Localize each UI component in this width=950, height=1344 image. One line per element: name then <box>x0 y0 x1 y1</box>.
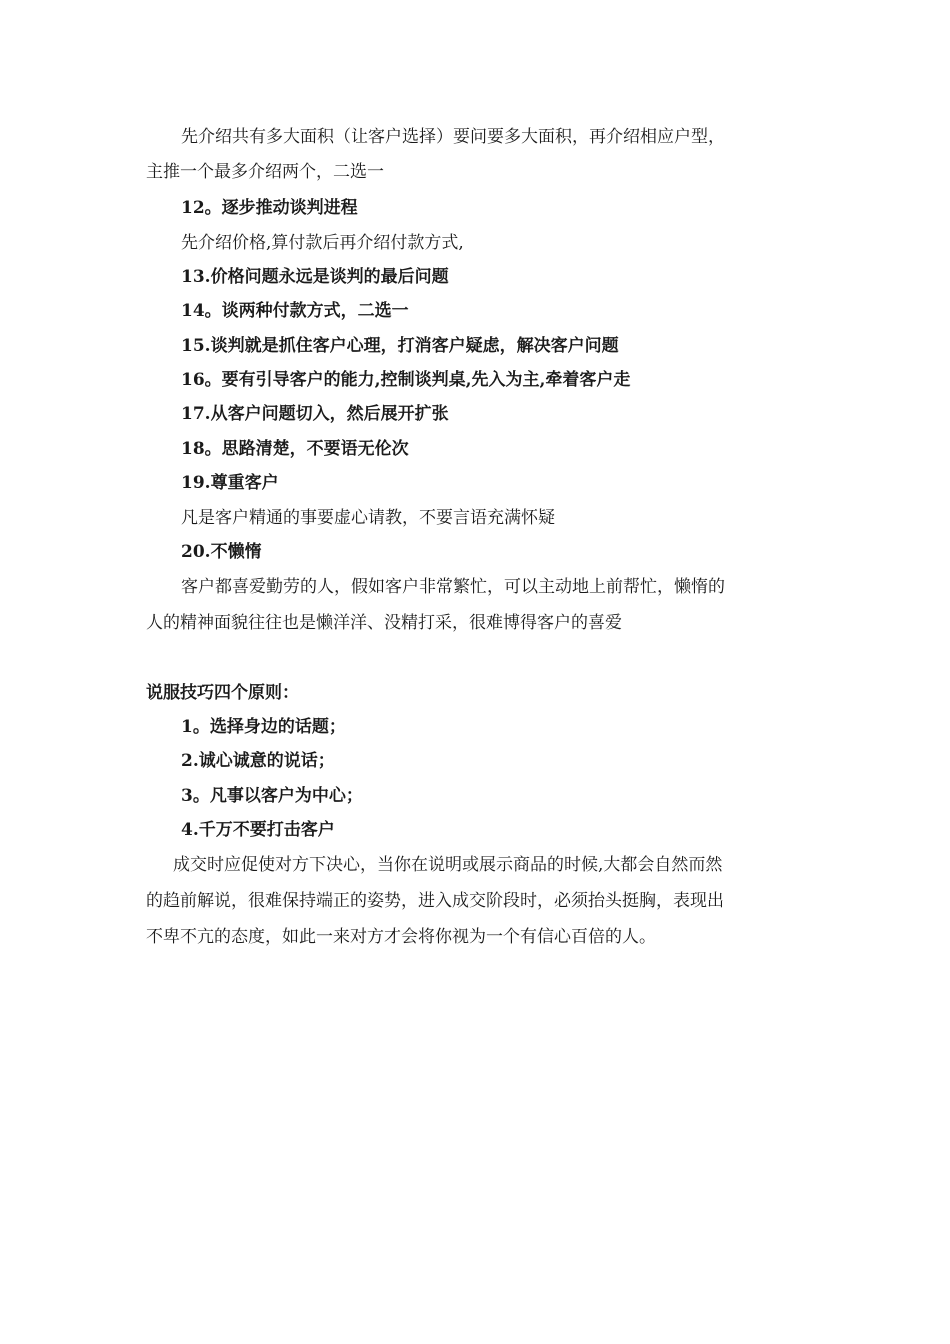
closing-paragraph-line-1: 成交时应促使对方下决心，当你在说明或展示商品的时候,大都会自然而然 <box>173 855 723 875</box>
item-17-heading: 17.从客户问题切入，然后展开扩张 <box>181 404 449 424</box>
item-16-heading: 16。要有引导客户的能力,控制谈判桌,先入为主,牵着客户走 <box>181 370 631 390</box>
item-18-heading: 18。思路清楚，不要语无伦次 <box>181 439 409 459</box>
intro-paragraph-line-1: 先介绍共有多大面积（让客户选择）要问要多大面积，再介绍相应户型， <box>181 127 725 147</box>
item-13-heading: 13.价格问题永远是谈判的最后问题 <box>181 267 449 287</box>
closing-paragraph-line-3: 不卑不亢的态度，如此一来对方才会将你视为一个有信心百倍的人。 <box>146 927 656 947</box>
item-12-heading: 12。逐步推动谈判进程 <box>181 198 358 218</box>
principle-3: 3。凡事以客户为中心； <box>181 786 363 806</box>
item-12-note: 先介绍价格,算付款后再介绍付款方式, <box>181 233 464 253</box>
principle-1: 1。选择身边的话题； <box>181 717 346 737</box>
intro-paragraph-line-2: 主推一个最多介绍两个，二选一 <box>146 162 384 182</box>
principle-2: 2.诚心诚意的说话； <box>181 751 335 771</box>
item-19-heading: 19.尊重客户 <box>181 473 279 493</box>
item-20-note-line-2: 人的精神面貌往往也是懒洋洋、没精打采，很难博得客户的喜爱 <box>146 613 622 633</box>
item-19-note: 凡是客户精通的事要虚心请教，不要言语充满怀疑 <box>181 508 555 528</box>
item-14-heading: 14。谈两种付款方式，二选一 <box>181 301 409 321</box>
closing-paragraph-line-2: 的趋前解说，很难保持端正的姿势，进入成交阶段时，必须抬头挺胸，表现出 <box>146 891 724 911</box>
item-15-heading: 15.谈判就是抓住客户心理，打消客户疑虑，解决客户问题 <box>181 336 619 356</box>
principle-4: 4.千万不要打击客户 <box>181 820 335 840</box>
item-20-heading: 20.不懒惰 <box>181 542 262 562</box>
section-title: 说服技巧四个原则： <box>146 683 299 703</box>
item-20-note-line-1: 客户都喜爱勤劳的人，假如客户非常繁忙，可以主动地上前帮忙，懒惰的 <box>181 577 725 597</box>
